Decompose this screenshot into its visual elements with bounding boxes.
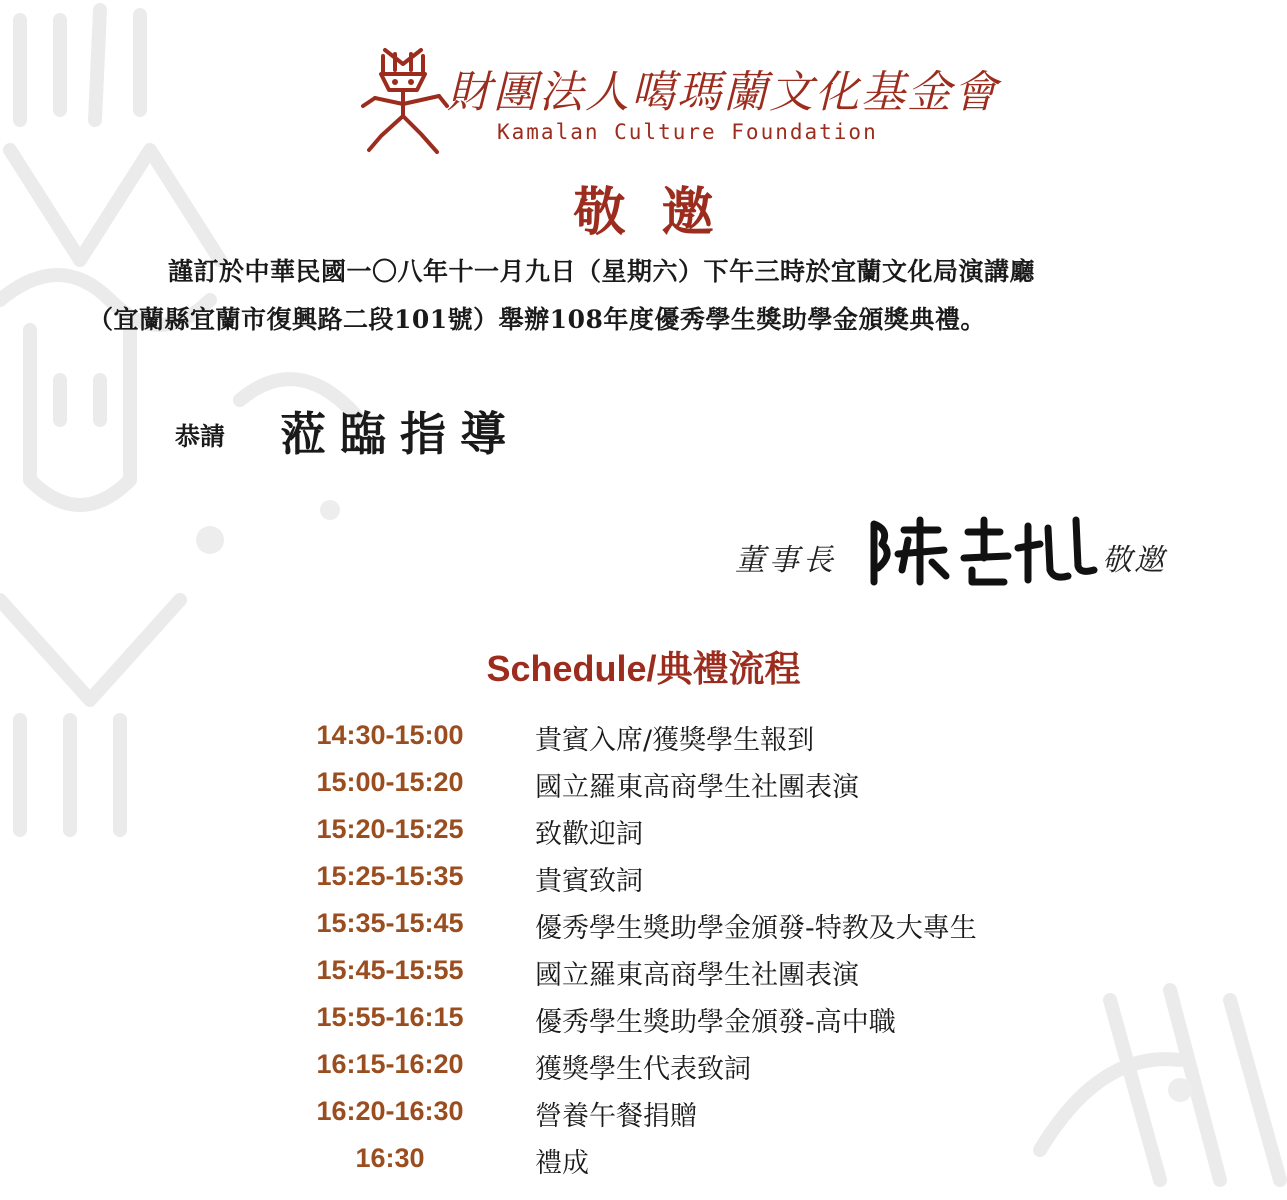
schedule-row — [290, 992, 1090, 1039]
schedule-row — [290, 804, 1090, 851]
schedule-event: 優秀學生獎助學金頒發-高中職 — [535, 1007, 896, 1038]
handwritten-signature — [868, 510, 1098, 590]
schedule-event: 貴賓致詞 — [535, 866, 643, 897]
invitation-paragraph-line-2: （宜蘭縣宜蘭市復興路二段101號）舉辦108年度優秀學生獎助學金頒獎典禮。 — [88, 305, 986, 334]
schedule-time: 16:30 — [355, 1143, 425, 1173]
schedule-row — [290, 757, 1090, 804]
schedule-time: 16:15-16:20 — [316, 1049, 464, 1079]
schedule-row — [290, 898, 1090, 945]
invite-lead: 恭請 — [175, 422, 226, 451]
schedule-event: 優秀學生獎助學金頒發-特教及大專生 — [535, 913, 977, 944]
schedule-row — [290, 851, 1090, 898]
schedule-time: 15:25-15:35 — [316, 861, 464, 891]
invitation-title: 敬邀 — [573, 182, 750, 243]
chairman-title: 董事長 — [735, 543, 837, 578]
schedule-time: 14:30-15:00 — [316, 720, 464, 750]
schedule-time: 15:45-15:55 — [316, 955, 464, 985]
logo-english-name: Kamalan Culture Foundation — [497, 120, 878, 144]
schedule-event: 國立羅東高商學生社團表演 — [535, 960, 859, 991]
invite-main-phrase: 蒞臨指導 — [280, 407, 520, 461]
schedule-heading: Schedule/典禮流程 — [486, 648, 801, 689]
schedule-time: 15:55-16:15 — [316, 1002, 464, 1032]
schedule-event: 致歡迎詞 — [535, 819, 643, 850]
dancer-emblem-icon — [355, 46, 451, 158]
schedule-row — [290, 1086, 1090, 1133]
schedule-event: 禮成 — [535, 1148, 589, 1179]
schedule-row — [290, 945, 1090, 992]
schedule-time: 15:35-15:45 — [316, 908, 464, 938]
foundation-logo — [355, 46, 999, 158]
schedule-event: 貴賓入席/獲獎學生報到 — [535, 725, 815, 756]
schedule-event: 營養午餐捐贈 — [535, 1101, 697, 1132]
schedule-time: 15:00-15:20 — [316, 767, 464, 797]
schedule-time: 15:20-15:25 — [316, 814, 464, 844]
schedule-event: 國立羅東高商學生社團表演 — [535, 772, 859, 803]
schedule-time: 16:20-16:30 — [316, 1096, 464, 1126]
schedule-row — [290, 710, 1090, 757]
schedule-row — [290, 1039, 1090, 1086]
schedule-event: 獲獎學生代表致詞 — [535, 1054, 751, 1085]
signature-closing: 敬邀 — [1102, 543, 1166, 578]
invitation-paragraph-line-1: 謹訂於中華民國一〇八年十一月九日（星期六）下午三時於宜蘭文化局演講廳 — [168, 257, 1036, 286]
schedule-row — [290, 1133, 1090, 1180]
logo-chinese-name: 財團法人噶瑪蘭文化基金會 — [447, 67, 999, 118]
schedule-list — [290, 710, 1090, 1180]
